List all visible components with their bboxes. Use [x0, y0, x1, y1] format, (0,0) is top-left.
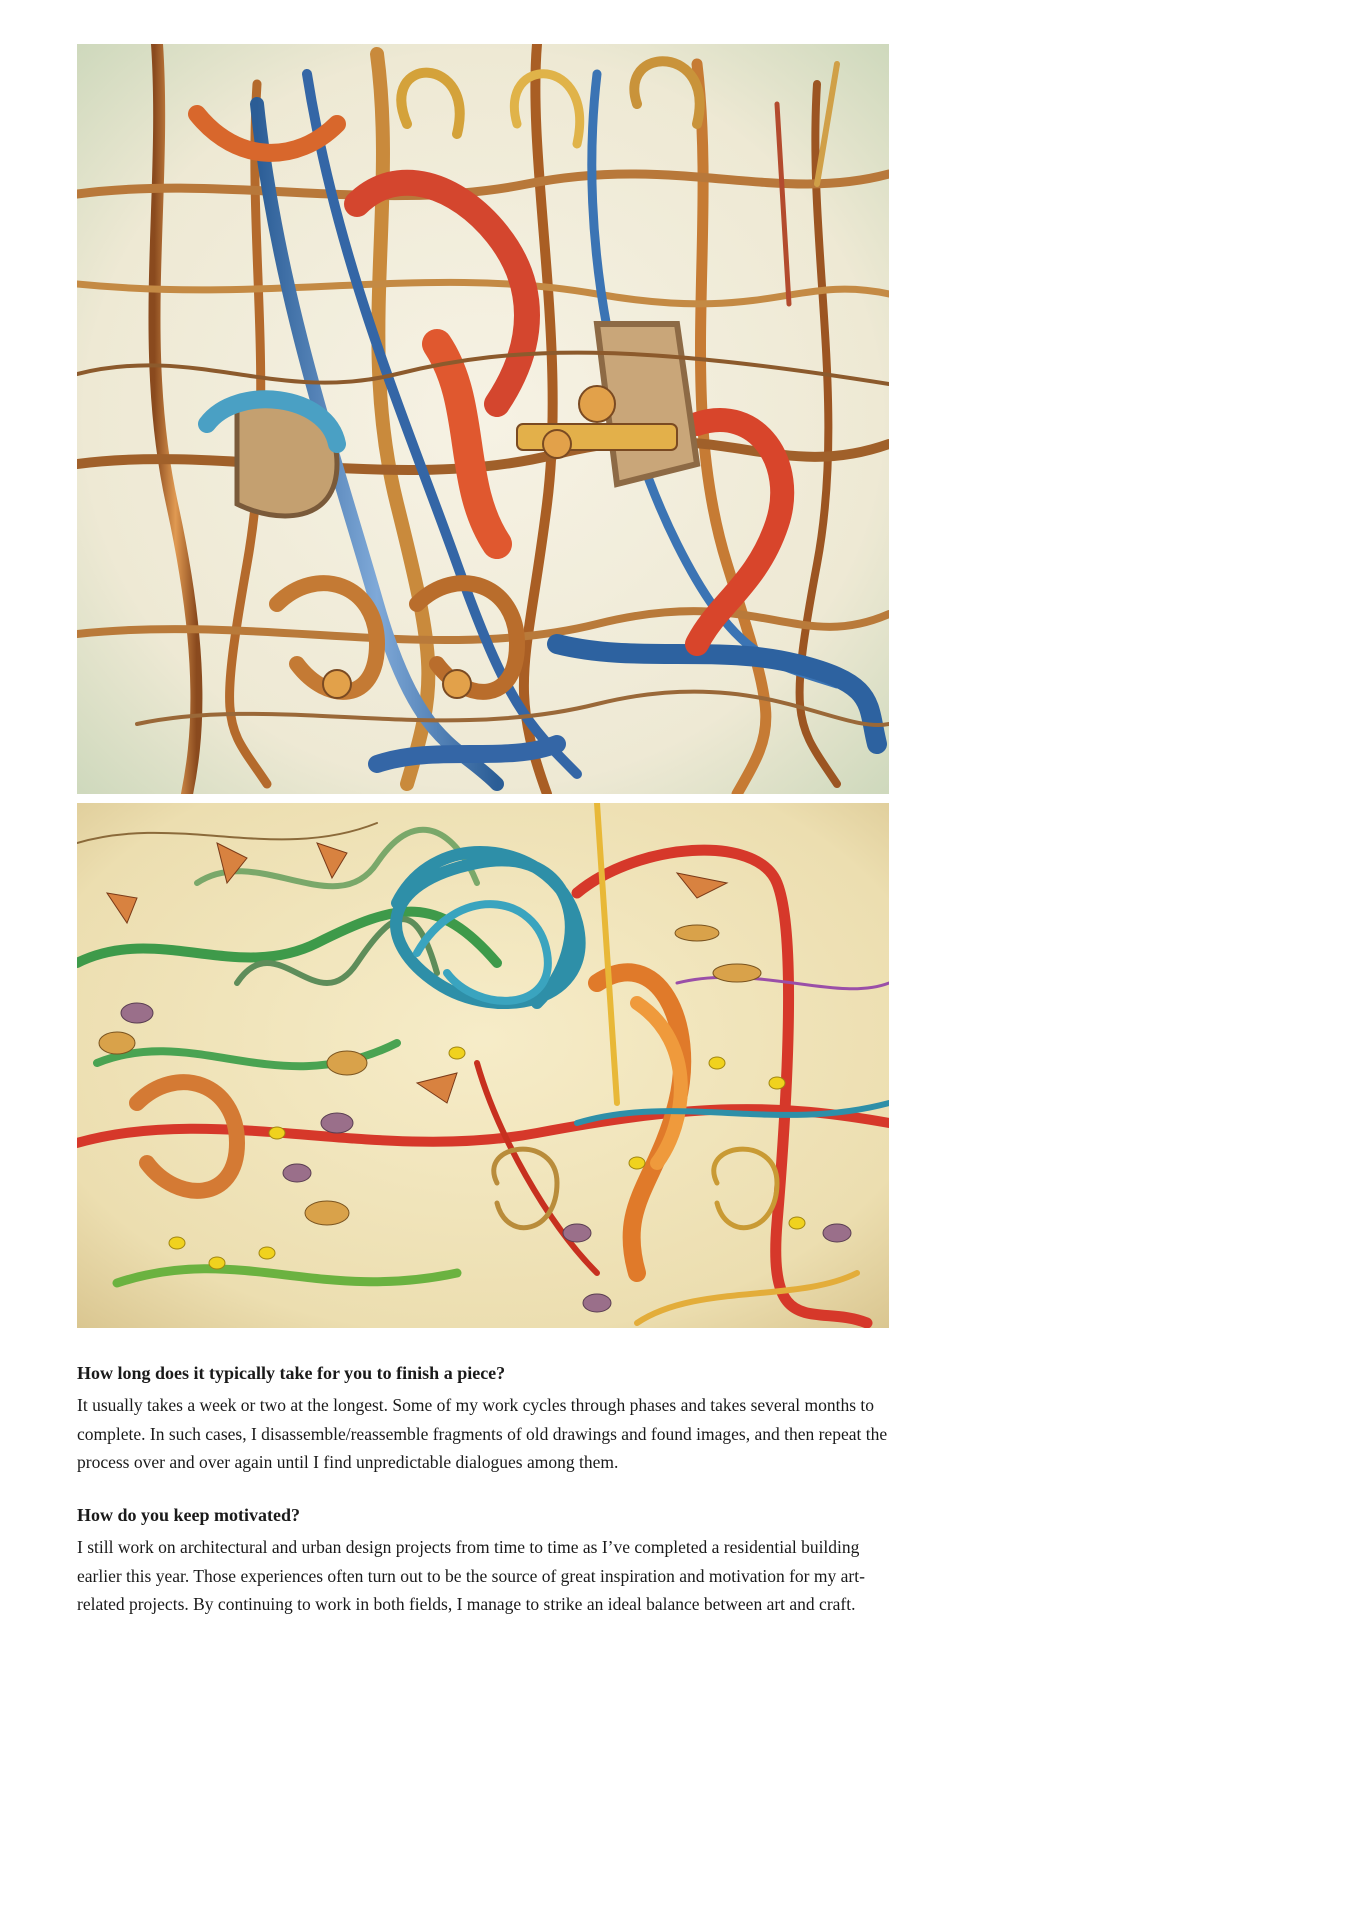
qa-block-duration: [77, 1361, 889, 1477]
question-heading: How do you keep motivated?: [77, 1505, 301, 1525]
qa-block-motivation: [77, 1503, 889, 1619]
artwork-image-bottom: [77, 803, 889, 1328]
artwork-colorful-ribbons: [77, 803, 889, 1328]
question-heading: How long does it typically take for you to finish a piece?: [77, 1363, 506, 1383]
answer-paragraph: I still work on architectural and urban design projects from time to time as I’ve completed a residential building earlier this year. Those experiences often turn out to be the source of great inspiration and motivation for my art-related projects. By continuing to work in both fields, I manage to strike an ideal balance between art and craft.: [77, 1537, 865, 1614]
answer-paragraph: It usually takes a week or two at the longest. Some of my work cycles through phases and takes several months to complete. In such cases, I disassemble/reassemble fragments of old drawings and found images, and then repeat the process over and over again until I find unpredictable dialogues among them.: [77, 1395, 888, 1472]
artwork-abstract-sculpture: [77, 44, 889, 794]
artwork-image-top: [77, 44, 889, 794]
